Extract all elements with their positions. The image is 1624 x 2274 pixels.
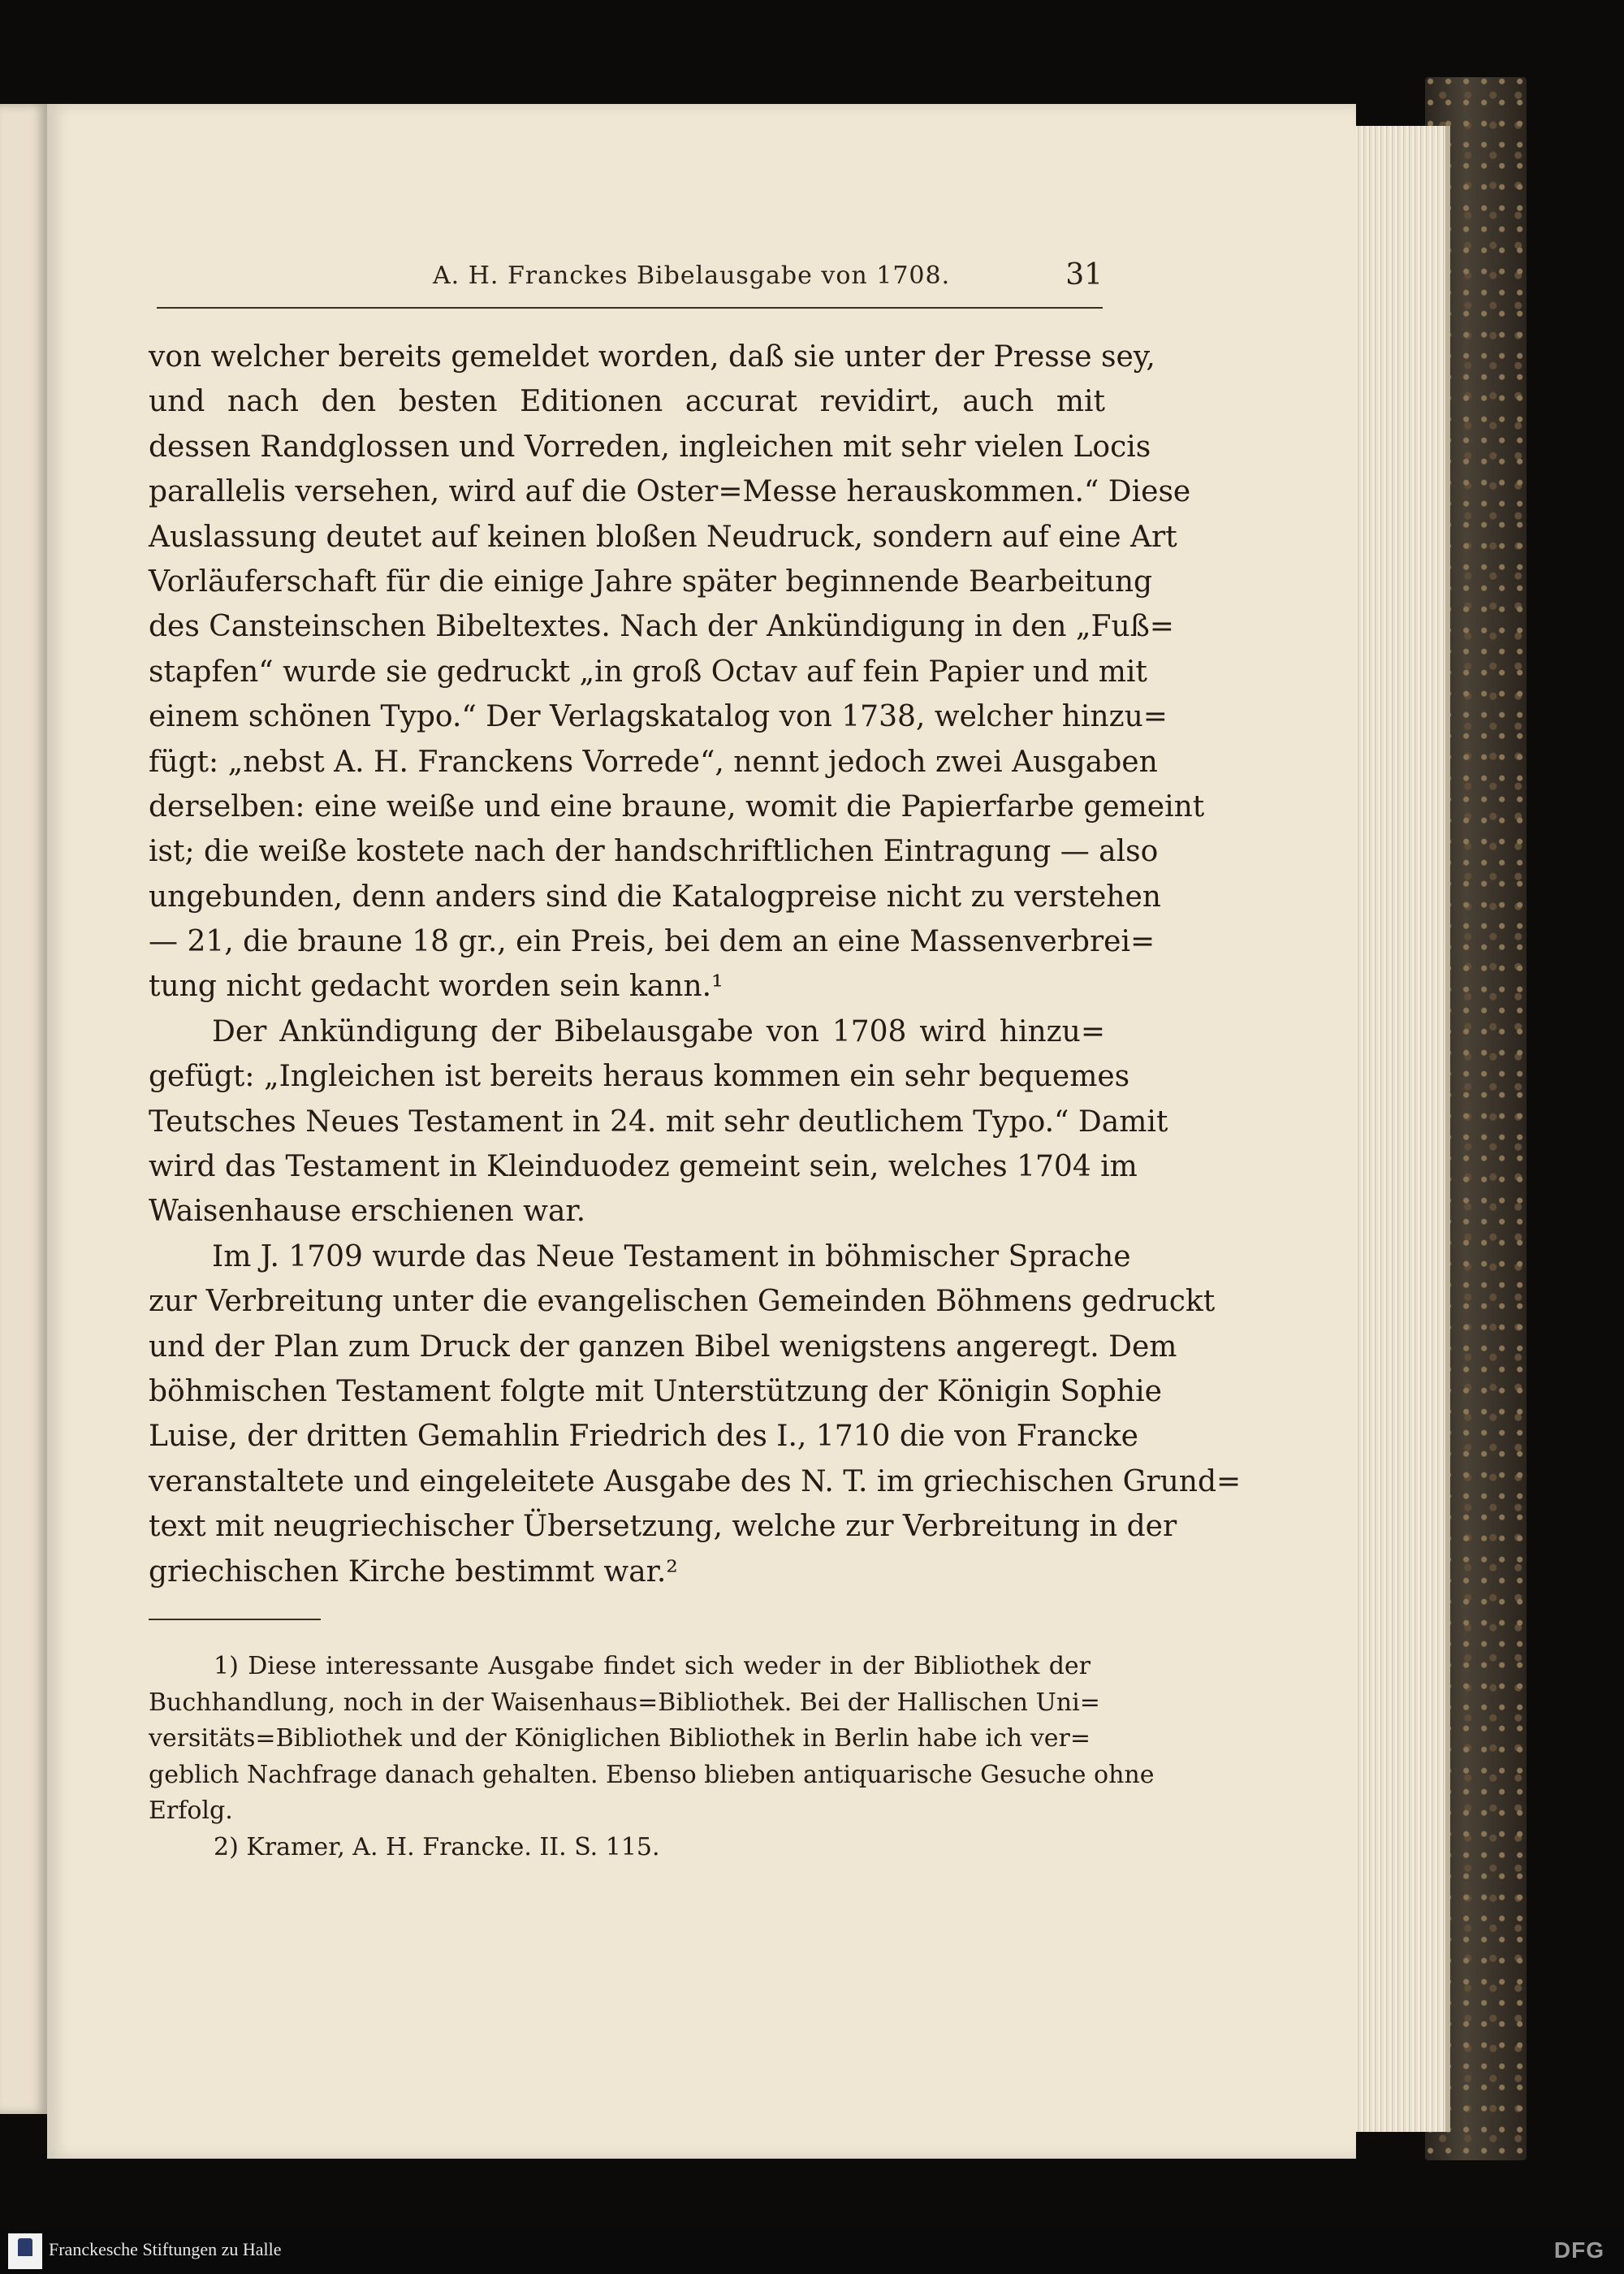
text-line: dessen Randglossen und Vorreden, ingleichen mit sehr vielen Locis bbox=[149, 430, 1151, 464]
institution-logo-icon bbox=[8, 2233, 42, 2269]
footnote-rule bbox=[149, 1619, 321, 1620]
footnote-line: Erfolg. bbox=[149, 1796, 233, 1825]
footnote-line: 2) Kramer, A. H. Francke. II. S. 115. bbox=[214, 1832, 660, 1861]
text-line: ist; die weiße kostete nach der handschriftlichen Eintragung — also bbox=[149, 835, 1159, 869]
text-line: und nach den besten Editionen accurat revidirt, auch mit bbox=[149, 385, 1105, 419]
body-text bbox=[149, 335, 1242, 1594]
text-line: stapfen“ wurde sie gedruckt „in groß Octav auf fein Papier und mit bbox=[149, 655, 1147, 689]
text-line: griechischen Kirche bestimmt war.² bbox=[149, 1554, 678, 1589]
text-line: Auslassung deutet auf keinen bloßen Neudruck, sondern auf eine Art bbox=[149, 520, 1177, 554]
facing-page-edge bbox=[0, 104, 47, 2114]
page-number: 31 bbox=[1065, 258, 1103, 292]
text-line: und der Plan zum Druck der ganzen Bibel wenigstens angeregt. Dem bbox=[149, 1329, 1177, 1364]
footnote-line: geblich Nachfrage danach gehalten. Ebenso blieben antiquarische Gesuche ohne bbox=[149, 1760, 1155, 1789]
text-line: einem schönen Typo.“ Der Verlagskatalog von 1738, welcher hinzu= bbox=[149, 700, 1168, 734]
text-line: Vorläuferschaft für die einige Jahre später beginnende Bearbeitung bbox=[149, 564, 1153, 599]
footnote-line: Buchhandlung, noch in der Waisenhaus=Bibliothek. Bei der Hallischen Uni= bbox=[149, 1688, 1100, 1717]
text-line: — 21, die braune 18 gr., ein Preis, bei dem an eine Massenverbrei= bbox=[149, 925, 1155, 959]
text-line: parallelis versehen, wird auf die Oster=Messe herauskommen.“ Diese bbox=[149, 475, 1191, 509]
text-line: Luise, der dritten Gemahlin Friedrich des I., 1710 die von Francke bbox=[149, 1420, 1138, 1454]
page-edges bbox=[1350, 126, 1450, 2132]
viewer-footer bbox=[0, 2229, 1624, 2274]
text-line: böhmischen Testament folgte mit Unterstützung der Königin Sophie bbox=[149, 1374, 1162, 1408]
text-line: Im J. 1709 wurde das Neue Testament in böhmischer Sprache bbox=[212, 1239, 1131, 1273]
text-line: des Cansteinschen Bibeltextes. Nach der Ankündigung in den „Fuß= bbox=[149, 610, 1174, 644]
text-line: veranstaltete und eingeleitete Ausgabe des N. T. im griechischen Grund= bbox=[149, 1464, 1242, 1498]
text-line: Der Ankündigung der Bibelausgabe von 1708 wird hinzu= bbox=[212, 1014, 1105, 1048]
text-line: zur Verbreitung unter die evangelischen Gemeinden Böhmens gedruckt bbox=[149, 1285, 1216, 1319]
running-head: A. H. Franckes Bibelausgabe von 1708. bbox=[433, 262, 951, 290]
footnote-line: versitäts=Bibliothek und der Königlichen Bibliothek in Berlin habe ich ver= bbox=[149, 1724, 1091, 1753]
text-line: gefügt: „Ingleichen ist bereits heraus kommen ein sehr bequemes bbox=[149, 1060, 1130, 1094]
institution-name: Franckesche Stiftungen zu Halle bbox=[49, 2239, 282, 2259]
text-line: text mit neugriechischer Übersetzung, welche zur Verbreitung in der bbox=[149, 1510, 1177, 1544]
text-line: tung nicht gedacht worden sein kann.¹ bbox=[149, 970, 723, 1004]
text-line: derselben: eine weiße und eine braune, womit die Papierfarbe gemeint bbox=[149, 789, 1205, 824]
dfg-logo: DFG bbox=[1553, 2237, 1605, 2263]
text-line: Teutsches Neues Testament in 24. mit sehr deutlichem Typo.“ Damit bbox=[149, 1105, 1168, 1139]
text-line: Waisenhause erschienen war. bbox=[149, 1195, 586, 1229]
footnote-line: 1) Diese interessante Ausgabe findet sich weder in der Bibliothek der bbox=[214, 1652, 1091, 1680]
text-line: ungebunden, denn anders sind die Katalogpreise nicht zu verstehen bbox=[149, 880, 1161, 914]
text-line: von welcher bereits gemeldet worden, daß sie unter der Presse sey, bbox=[149, 340, 1155, 374]
text-line: wird das Testament in Kleinduodez gemeint sein, welches 1704 im bbox=[149, 1150, 1138, 1184]
text-line: fügt: „nebst A. H. Franckens Vorrede“, nennt jedoch zwei Ausgaben bbox=[149, 745, 1158, 779]
page-header bbox=[157, 258, 1103, 309]
footnotes bbox=[149, 1649, 1155, 1865]
